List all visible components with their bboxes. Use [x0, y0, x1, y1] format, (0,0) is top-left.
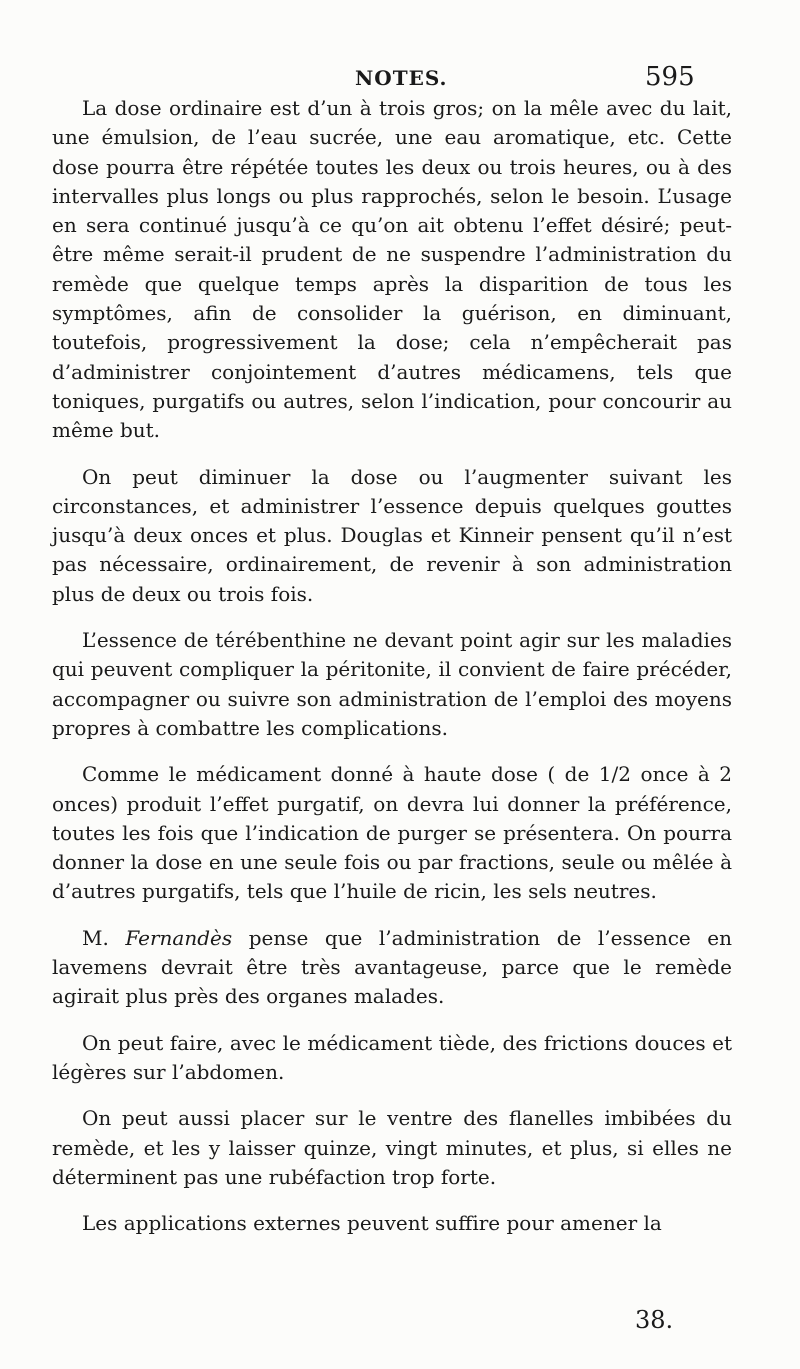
- paragraph-complications: L’essence de térébenthine ne devant point agir sur les maladies qui peuvent compliquer la péritonite, il convient de faire précéder, accompagner ou suivre son administration de l’emploi des moyens propres à combattre les complications.: [52, 628, 732, 740]
- fernandes-rest: pense que l’administration de l’essence en lavemens devrait être très avantageuse, parce que le remède agirait plus près des organes malades.: [52, 925, 732, 1009]
- paragraph-dose: La dose ordinaire est d’un à trois gros; on la mêle avec du lait, une émulsion, de l’eau sucrée, une eau aromatique, etc. Cette dose pourra être répétée toutes les deux ou trois heures, ou à des intervalles plus longs ou plus rapprochés, selon le besoin. L’usage en sera continué jusqu’à ce qu’on ait obtenu l’effet désiré; peut-être même serait-il prudent de ne suspendre l’administration du remède que quelque temps après la disparition de tous les symptômes, afin de consolider la guérison, en diminuant, toutefois, progressivement la dose; cela n’empêcherait pas d’administrer conjointement d’autres médicamens, tels que toniques, purgatifs ou autres, selon l’indication, pour concourir au même but.: [52, 96, 732, 443]
- paragraph-adjust-dose: On peut diminuer la dose ou l’augmenter suivant les circonstances, et administrer l’essence depuis quelques gouttes jusqu’à deux onces et plus. Douglas et Kinneir pensent qu’il n’est pas nécessaire, ordinairement, de revenir à son administration plus de deux ou trois fois.: [52, 464, 732, 606]
- signature-mark: 38.: [635, 1306, 674, 1334]
- running-head: NOTES.: [355, 66, 448, 90]
- body-text: [52, 94, 732, 1255]
- paragraph-flannels: On peut aussi placer sur le ventre des flanelles imbibées du remède, et les y laisser quinze, vingt minutes, et plus, si elles ne déterminent pas une rubéfaction trop forte.: [52, 1106, 732, 1189]
- page-number: 595: [645, 62, 695, 92]
- paragraph-external: Les applications externes peuvent suffire pour amener la: [82, 1211, 662, 1236]
- author-name: Fernandès: [125, 925, 233, 950]
- paragraph-purgative: Comme le médicament donné à haute dose ( de 1/2 once à 2 onces) produit l’effet purgatif, on devra lui donner la préférence, toutes les fois que l’indication de purger se présentera. On pourra donner la dose en une seule fois ou par fractions, seule ou mêlée à d’autres purgatifs, tels que l’huile de ricin, les sels neutres.: [52, 762, 732, 904]
- fernandes-prefix: M.: [82, 925, 126, 950]
- paragraph-fernandes: [52, 924, 732, 1012]
- paragraph-frictions: On peut faire, avec le médicament tiède, des frictions douces et légères sur l’abdomen.: [52, 1030, 732, 1084]
